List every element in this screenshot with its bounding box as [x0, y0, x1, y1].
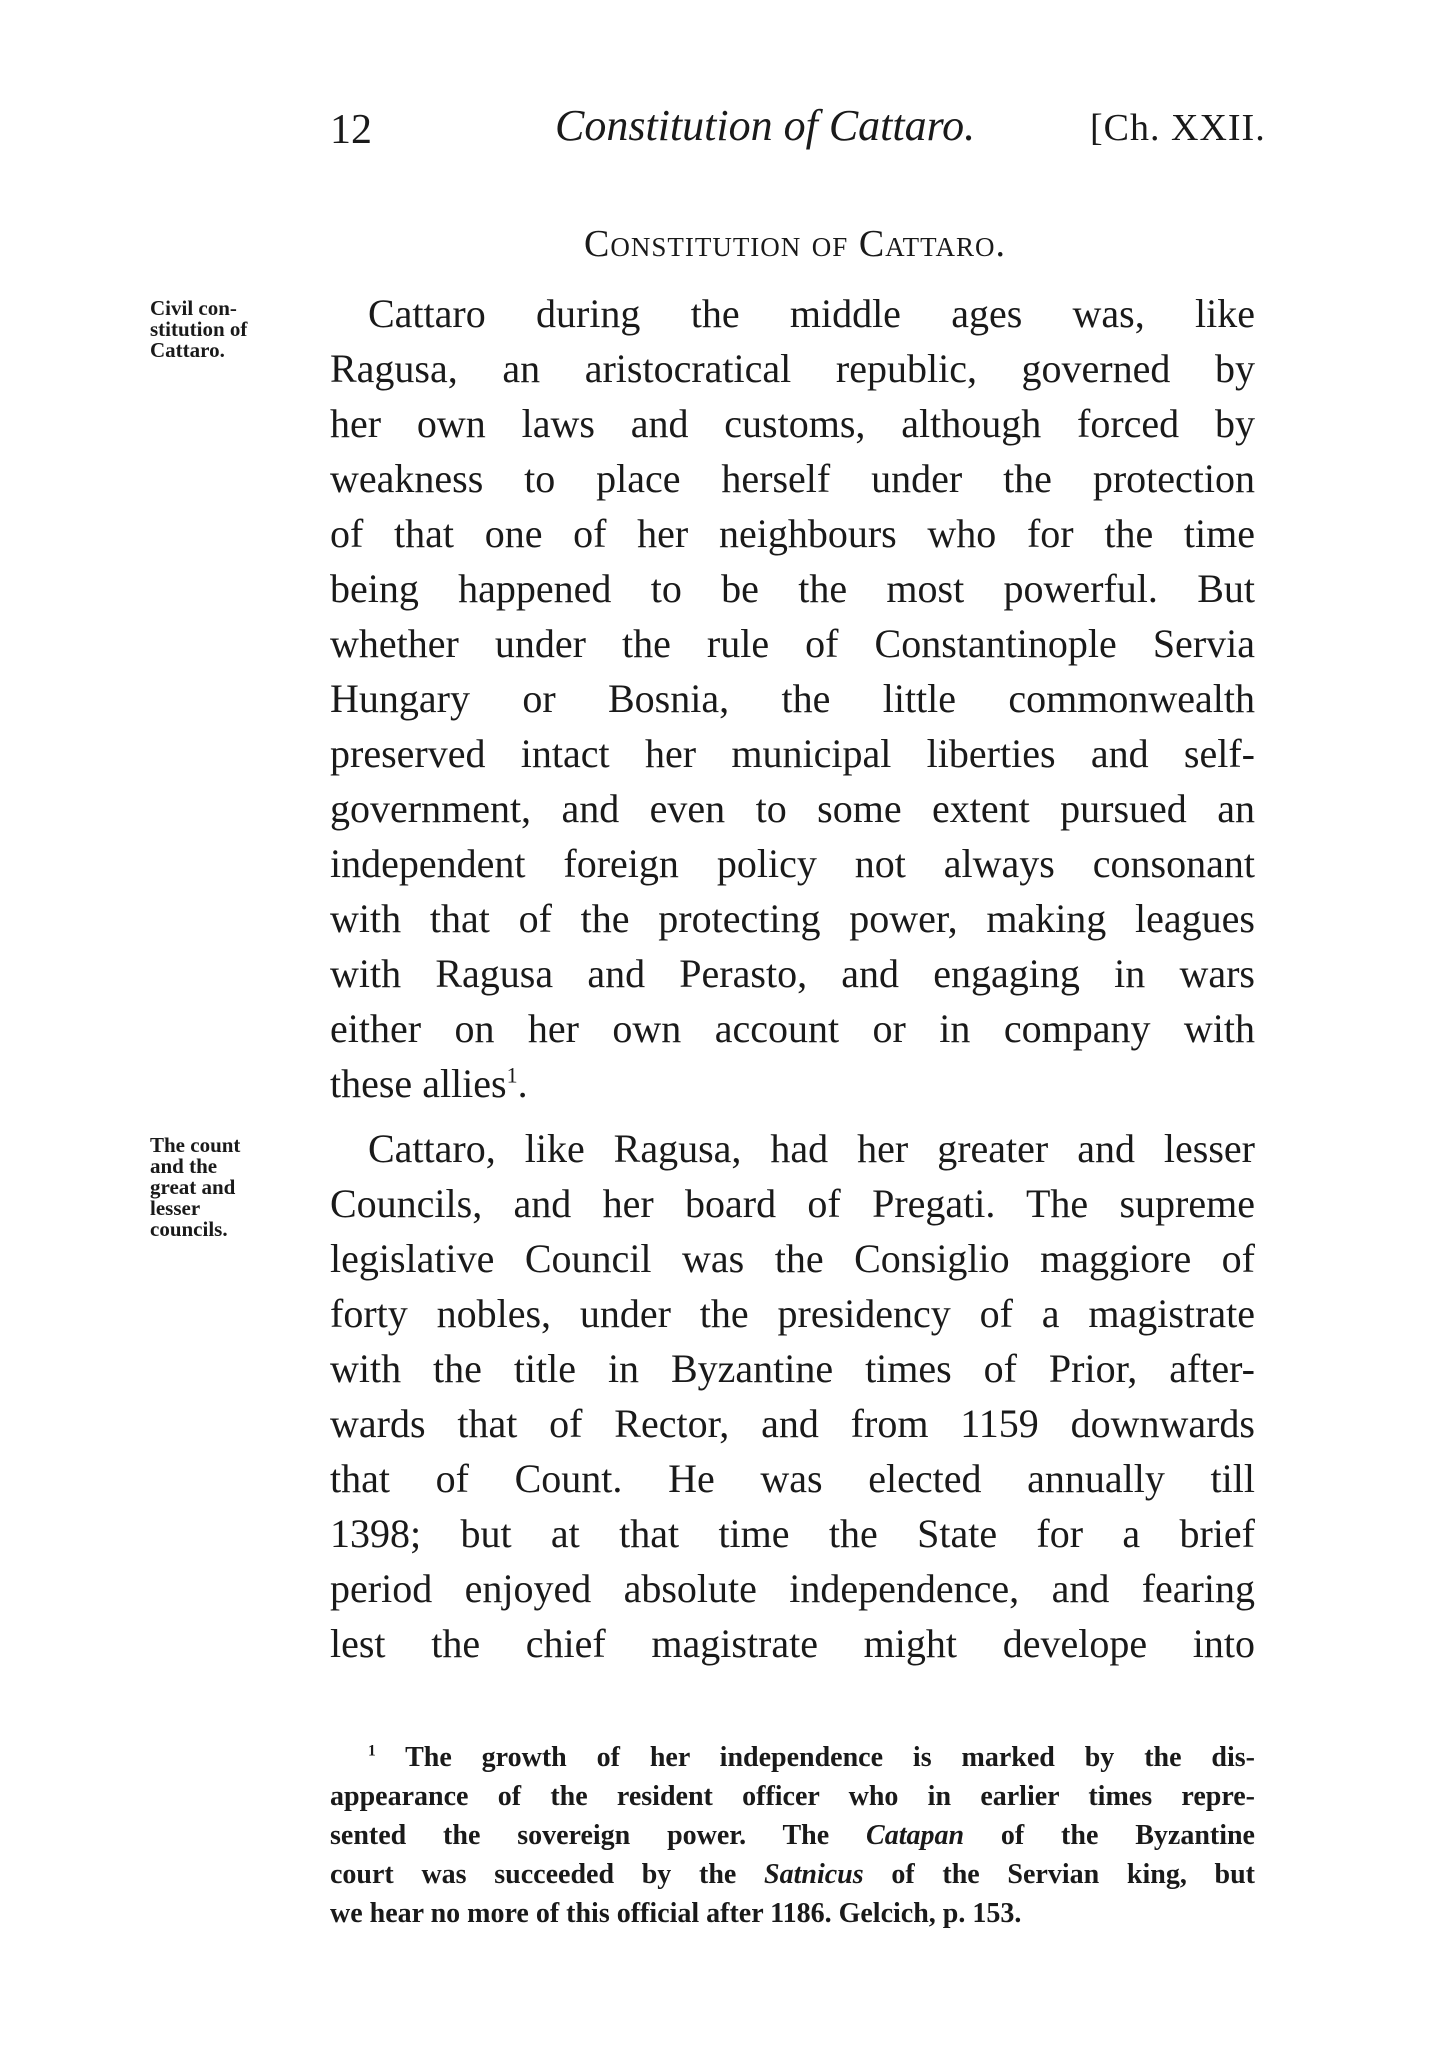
text-fragment: court was succeeded by the [330, 1859, 765, 1890]
footnote-line: appearance of the resident officer who in earlier times repre- [330, 1781, 1255, 1812]
text-line: government, and even to some extent pursued an [330, 786, 1255, 831]
text-line: that of Count. He was elected annually till [330, 1456, 1255, 1501]
footnote-line [330, 1855, 1255, 1894]
text-line: either on her own account or in company with [330, 1006, 1255, 1051]
text-line: whether under the rule of Constantinople Servia [330, 621, 1255, 666]
text-line: lest the chief magistrate might develope into [330, 1621, 1255, 1666]
text-fragment: . [517, 1061, 528, 1106]
sidenote-line: Civil con- [150, 296, 237, 320]
text-fragment: The growth of her independence is marked by the dis- [405, 1742, 1256, 1773]
text-line: of that one of her neighbours who for the time [330, 511, 1255, 556]
footnote-line [330, 1738, 1255, 1777]
sidenote-line: The count [150, 1133, 241, 1157]
sidenote-line: Cattaro. [150, 338, 225, 362]
text-fragment: sented the sovereign power. The [330, 1820, 867, 1851]
text-line: forty nobles, under the presidency of a magistrate [330, 1291, 1255, 1336]
text-fragment: these allies [330, 1061, 507, 1106]
page-number: 12 [330, 107, 372, 153]
text-line: legislative Council was the Consiglio maggiore of [330, 1236, 1255, 1281]
text-line: preserved intact her municipal liberties and self- [330, 731, 1255, 776]
text-line: being happened to be the most powerful. But [330, 566, 1255, 611]
text-line: 1398; but at that time the State for a brief [330, 1511, 1255, 1556]
sidenote-line: lesser [150, 1196, 201, 1220]
text-line: Councils, and her board of Pregati. The supreme [330, 1181, 1255, 1226]
text-line: Cattaro, like Ragusa, had her greater and lesser [368, 1126, 1255, 1171]
text-line: independent foreign policy not always consonant [330, 841, 1255, 886]
paragraph-2 [330, 1121, 1255, 1671]
text-line: Ragusa, an aristocratical republic, governed by [330, 346, 1255, 391]
sidenote-line: and the [150, 1154, 218, 1178]
text-line: with the title in Byzantine times of Prior, after- [330, 1346, 1255, 1391]
chapter-label: [Ch. XXII. [1090, 107, 1266, 149]
text-line: with Ragusa and Perasto, and engaging in wars [330, 951, 1255, 996]
running-title: Constitution of Cattaro. [555, 101, 976, 150]
footnote-line: we hear no more of this official after 1186. Gelcich, p. 153. [330, 1898, 1022, 1929]
sidenote-line: stitution of [150, 317, 248, 341]
paragraph-1 [330, 286, 1255, 1111]
footnote-marker: 1 [368, 1742, 376, 1760]
sidenote-line: councils. [150, 1217, 228, 1241]
footnote-line [330, 1816, 1255, 1855]
text-line: Hungary or Bosnia, the little commonwealth [330, 676, 1255, 721]
sidenote-count-councils [150, 1135, 325, 1240]
text-fragment: of the Byzantine [964, 1820, 1255, 1851]
text-line: period enjoyed absolute independence, and fearing [330, 1566, 1255, 1611]
text-line: weakness to place herself under the protection [330, 456, 1255, 501]
text-line: Cattaro during the middle ages was, like [368, 291, 1255, 336]
footnote [330, 1738, 1255, 1933]
text-line: with that of the protecting power, making leagues [330, 896, 1255, 941]
sidenote-civil-constitution [150, 298, 325, 361]
italic-term: Satnicus [764, 1859, 864, 1890]
text-line-last [330, 1056, 1255, 1111]
italic-term: Catapan [866, 1820, 965, 1851]
footnote-reference: 1 [506, 1062, 518, 1088]
text-line: her own laws and customs, although forced by [330, 401, 1255, 446]
page-header [0, 100, 1445, 160]
sidenote-line: great and [150, 1175, 236, 1199]
text-line: wards that of Rector, and from 1159 downwards [330, 1401, 1255, 1446]
text-fragment: of the Servian king, but [863, 1859, 1255, 1890]
section-title: Constitution of Cattaro. [583, 223, 1006, 265]
